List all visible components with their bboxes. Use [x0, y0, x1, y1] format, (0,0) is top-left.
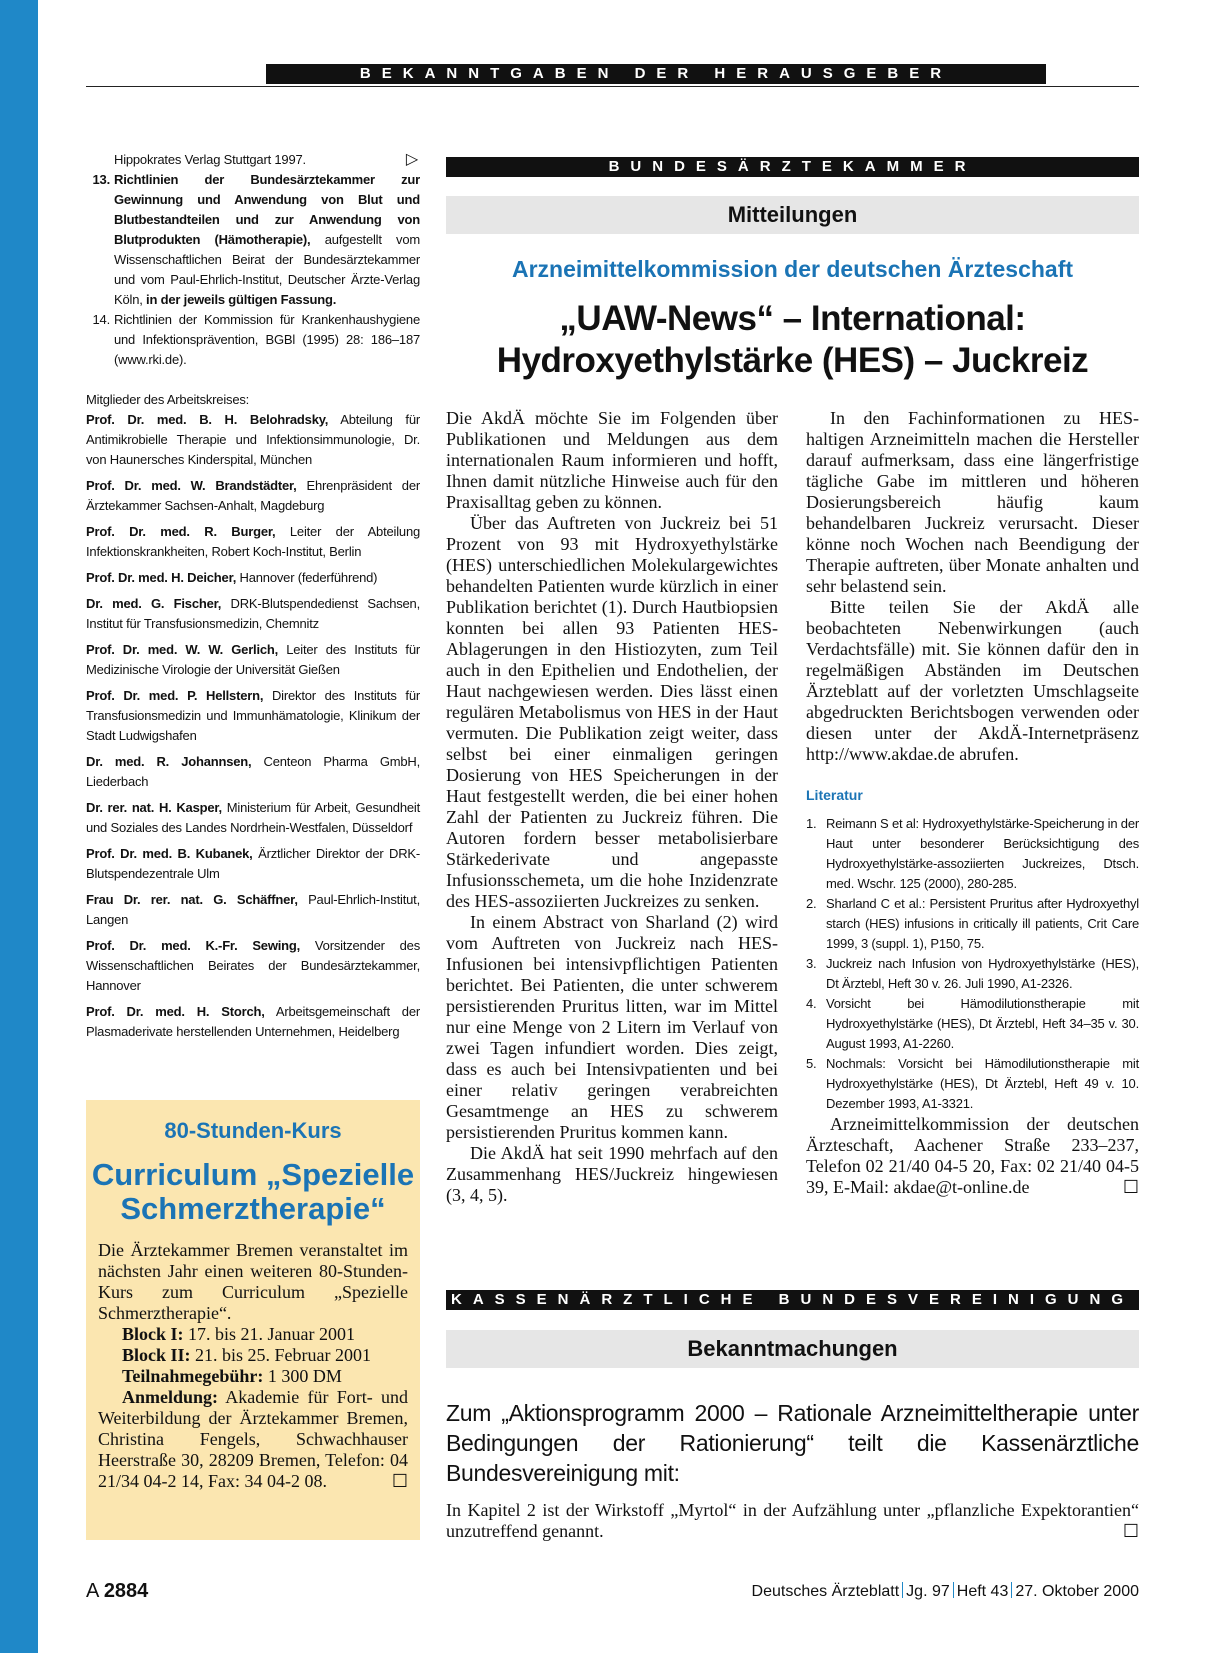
- member-entry: Frau Dr. rer. nat. G. Schäffner, Paul-Ehrlich-Institut, Langen: [86, 892, 420, 927]
- member-entry: Prof. Dr. med. K.-Fr. Sewing, Vorsitzender des Wissenschaftlichen Beirates der Bundesärztekammer, Hannover: [86, 938, 420, 993]
- kbv-intro: Zum „Aktionsprogramm 2000 – Rationale Arzneimitteltherapie unter Bedingungen der Rationierung“ teilt die Kassenärztliche Bundesvereinigung mit:: [446, 1400, 1139, 1486]
- course-body: [98, 1240, 408, 1492]
- contact-info: Arzneimittelkommission der deutschen Ärzteschaft, Aachener Straße 233–237, Telefon 02 21/40 04-5 20, Fax: 02 21/40 04-5 39, E-Mail: akdae@t-online.de ☐: [806, 1114, 1139, 1197]
- article-paragraph: Die AkdÄ hat seit 1990 mehrfach auf den Zusammenhang HES/Juckreiz hingewiesen (3, 4, 5).: [446, 1143, 778, 1205]
- section-bar-baek: BUNDESÄRZTEKAMMER: [446, 157, 1139, 177]
- reference-continuation: Hippokrates Verlag Stuttgart 1997.: [114, 152, 306, 167]
- left-column: [86, 150, 420, 1048]
- page-footer: [86, 1580, 1139, 1604]
- page-number: A 2884: [86, 1580, 149, 1602]
- article-paragraph: In den Fachinformationen zu HES-haltigen Arzneimitteln machen die Hersteller darauf aufmerksam, dass eine längerfristige tägliche Gabe im mittleren und höheren Dosierungsbereich häufig kaum behandelbaren Juckreiz verursacht. Dieser könne noch Wochen nach Beendigung der Therapie auftreten, über Monate anhalten und sehr belastend sein.: [806, 408, 1139, 596]
- member-entry: Prof. Dr. med. H. Deicher, Hannover (federführend): [86, 570, 378, 585]
- end-mark-icon: ☐: [391, 1471, 408, 1491]
- member-entry: Prof. Dr. med. B. Kubanek, Ärztlicher Direktor der DRK-Blutspendezentrale Ulm: [86, 846, 420, 881]
- subsection-mitteilungen: Mitteilungen: [446, 196, 1139, 234]
- literature-item: 1. Reimann S et al: Hydroxyethylstärke-Speicherung in der Haut unter besonderer Berücksichtigung des Hydroxyethylstärke-assoziierten Juckreizes, Dtsch. med. Wschr. 125 (2000), 280-285.: [806, 816, 1139, 891]
- literature-title: Literatur: [806, 787, 863, 803]
- header-section-label: BEKANNTGABEN DER HERAUSGEBER: [266, 64, 1046, 84]
- end-mark-icon: ☐: [1122, 1521, 1139, 1541]
- article-paragraph: Die AkdÄ möchte Sie im Folgenden über Publikationen und Meldungen aus dem internationalen Raum informieren und hofft, Ihnen damit nützliche Hinweise auch für den Praxisalltag geben zu können.: [446, 408, 778, 512]
- member-entry: Dr. med. R. Johannsen, Centeon Pharma GmbH, Liederbach: [86, 754, 420, 789]
- course-fee: Teilnahmegebühr: 1 300 DM: [122, 1366, 342, 1386]
- course-kicker: 80-Stunden-Kurs: [164, 1118, 342, 1143]
- organization-heading: Arzneimittelkommission der deutschen Ärzteschaft: [511, 256, 1074, 282]
- literature-item: 4. Vorsicht bei Hämodilutionstherapie mit Hydroxyethylstärke (HES), Dt Ärztebl, Heft 34–35 v. 30. August 1993, A1-2260.: [806, 996, 1139, 1051]
- members-title: Mitglieder des Arbeitskreises:: [86, 392, 250, 407]
- continue-arrow-icon: ▷: [405, 151, 418, 168]
- kbv-body: In Kapitel 2 ist der Wirkstoff „Myrtol“ in der Aufzählung unter „pflanzliche Expektorantien“ unzutreffend genannt. ☐: [446, 1500, 1139, 1541]
- article-paragraph: In einem Abstract von Sharland (2) wird vom Auftreten von Juckreiz nach HES-Infusionen bei intensivpflichtigen Patienten berichtet. Bei Patienten, die unter schwerem persistierenden Pruritus litten, war im Mittel nur eine Menge von 2 Litern im Verlauf von zwei Tagen infundiert worden. Dies zeigt, dass es auch bei Intensivpatienten und bei einer relativ geringen verabreichten Gesamtmenge an HES zu schwerem persistierenden Pruritus kommen kann.: [446, 912, 778, 1142]
- member-entry: Prof. Dr. med. P. Hellstern, Direktor des Instituts für Transfusionsmedizin und Immunhämatologie, Klinikum der Stadt Ludwigshafen: [86, 688, 421, 743]
- course-intro: Die Ärztekammer Bremen veranstaltet im nächsten Jahr einen weiteren 80-Stunden-Kurs zum Curriculum „Spezielle Schmerztherapie“.: [98, 1240, 408, 1323]
- member-entry: Prof. Dr. med. W. Brandstädter, Ehrenpräsident der Ärztekammer Sachsen-Anhalt, Magdeburg: [86, 478, 420, 513]
- reference-14: 14. Richtlinien der Kommission für Krankenhaushygiene und Infektionsprävention, BGBl (1995) 28: 186–187 (www.rki.de).: [92, 312, 420, 367]
- literature-item: 5. Nochmals: Vorsicht bei Hämodilutionstherapie mit Hydroxyethylstärke (HES), Dt Ärztebl, Heft 49 v. 10. Dezember 1993, A1-3321.: [806, 1056, 1139, 1111]
- course-title: Curriculum „Spezielle Schmerztherapie“: [91, 1157, 415, 1226]
- literature-item: 2. Sharland C et al.: Persistent Pruritus after Hydroxyethyl starch (HES) infusions in critically ill patients, Crit Care 1999, 3 (suppl. 1), P150, 75.: [806, 896, 1139, 951]
- course-block-2: Block II: 21. bis 25. Februar 2001: [122, 1345, 371, 1365]
- course-registration: Anmeldung: Akademie für Fort- und Weiterbildung der Ärztekammer Bremen, Christina Fengels, Schwachhauser Heerstraße 30, 28209 Bremen, Telefon: 04 21/34 04-2 14, Fax: 34 04-2 08. ☐: [98, 1387, 408, 1491]
- member-entry: Dr. rer. nat. H. Kasper, Ministerium für Arbeit, Gesundheit und Soziales des Landes Nordrhein-Westfalen, Düsseldorf: [86, 800, 420, 835]
- page-header: [86, 64, 1139, 87]
- article-title: „UAW-News“ – International: Hydroxyethylstärke (HES) – Juckreiz: [496, 299, 1089, 380]
- members-list: [86, 410, 420, 1042]
- member-entry: Prof. Dr. med. B. H. Belohradsky, Abteilung für Antimikrobielle Therapie und Infektionsimmunologie, Dr. von Haunersches Kinderspital, München: [86, 412, 420, 467]
- subsection-bekanntmachungen: Bekanntmachungen: [446, 1330, 1139, 1368]
- article-column-2: [806, 408, 1139, 1198]
- article-column-1: [446, 408, 778, 1206]
- article-paragraph: Bitte teilen Sie der AkdÄ alle beobachteten Nebenwirkungen (auch Verdachtsfälle) mit. Sie können dafür den in regelmäßigen Abständen im Deutschen Ärzteblatt auf der vorletzten Umschlagseite abgedruckten Berichtsbogen verwenden oder diesen unter der AkdÄ-Internetpräsenz http://www.akdae.de abrufen.: [806, 597, 1139, 764]
- member-entry: Dr. med. G. Fischer, DRK-Blutspendedienst Sachsen, Institut für Transfusionsmedizin, Chemnitz: [86, 596, 420, 631]
- blue-margin-bar: [0, 0, 38, 1653]
- end-mark-icon: ☐: [1122, 1177, 1139, 1197]
- section-bar-kbv: KASSENÄRZTLICHE BUNDESVEREINIGUNG: [446, 1290, 1139, 1310]
- article-paragraph: Über das Auftreten von Juckreiz bei 51 Prozent von 93 mit Hydroxyethylstärke (HES) unterschiedlichen Molekulargewichtes behandelten Patienten wurde kürzlich in einer Publikation berichtet (1). Durch Hautbiopsien konnten bei allen 93 Patienten HES-Ablagerungen in den Histiozyten, zum Teil auch in den Epithelien und Endothelien, der Haut nachgewiesen werden. Dies lässt einen regulären Metabolismus von HES in der Haut vermuten. Die Publikation zeigt weiter, dass selbst bei einer einmaligen geringen Dosierung von HES Speicherungen in der Haut festgestellt werden, die bei einer hohen Zahl der Patienten zu Juckreiz führen. Die Autoren fordern besser metabolisierbare Stärkederivate und angepasste Infusionsschemeta, um die hohe Inzidenzrate des HES-assoziierten Juckreizes zu senken.: [446, 513, 778, 911]
- course-announcement-box: [86, 1100, 420, 1540]
- course-block-1: Block I: 17. bis 21. Januar 2001: [122, 1324, 355, 1344]
- literature-item: 3. Juckreiz nach Infusion von Hydroxyethylstärke (HES), Dt Ärztebl, Heft 30 v. 26. Juli 1990, A1-2326.: [806, 956, 1139, 991]
- member-entry: Prof. Dr. med. R. Burger, Leiter der Abteilung Infektionskrankheiten, Robert Koch-Institut, Berlin: [86, 524, 421, 559]
- literature-list: [806, 814, 1139, 1114]
- journal-info: Deutsches Ärzteblatt Jg. 97 Heft 43 27. Oktober 2000: [751, 1583, 1139, 1600]
- member-entry: Prof. Dr. med. H. Storch, Arbeitsgemeinschaft der Plasmaderivate herstellenden Unternehmen, Heidelberg: [86, 1004, 420, 1039]
- reference-13: 13. Richtlinien der Bundesärztekammer zur Gewinnung und Anwendung von Blut und Blutbestandteilen und zur Anwendung von Blutprodukten (Hämotherapie), aufgestellt vom Wissenschaftlichen Beirat der Bundesärztekammer und vom Paul-Ehrlich-Institut, Deutscher Ärzte-Verlag Köln, in der jeweils gültigen Fassung.: [92, 172, 420, 307]
- member-entry: Prof. Dr. med. W. W. Gerlich, Leiter des Instituts für Medizinische Virologie der Universität Gießen: [86, 642, 420, 677]
